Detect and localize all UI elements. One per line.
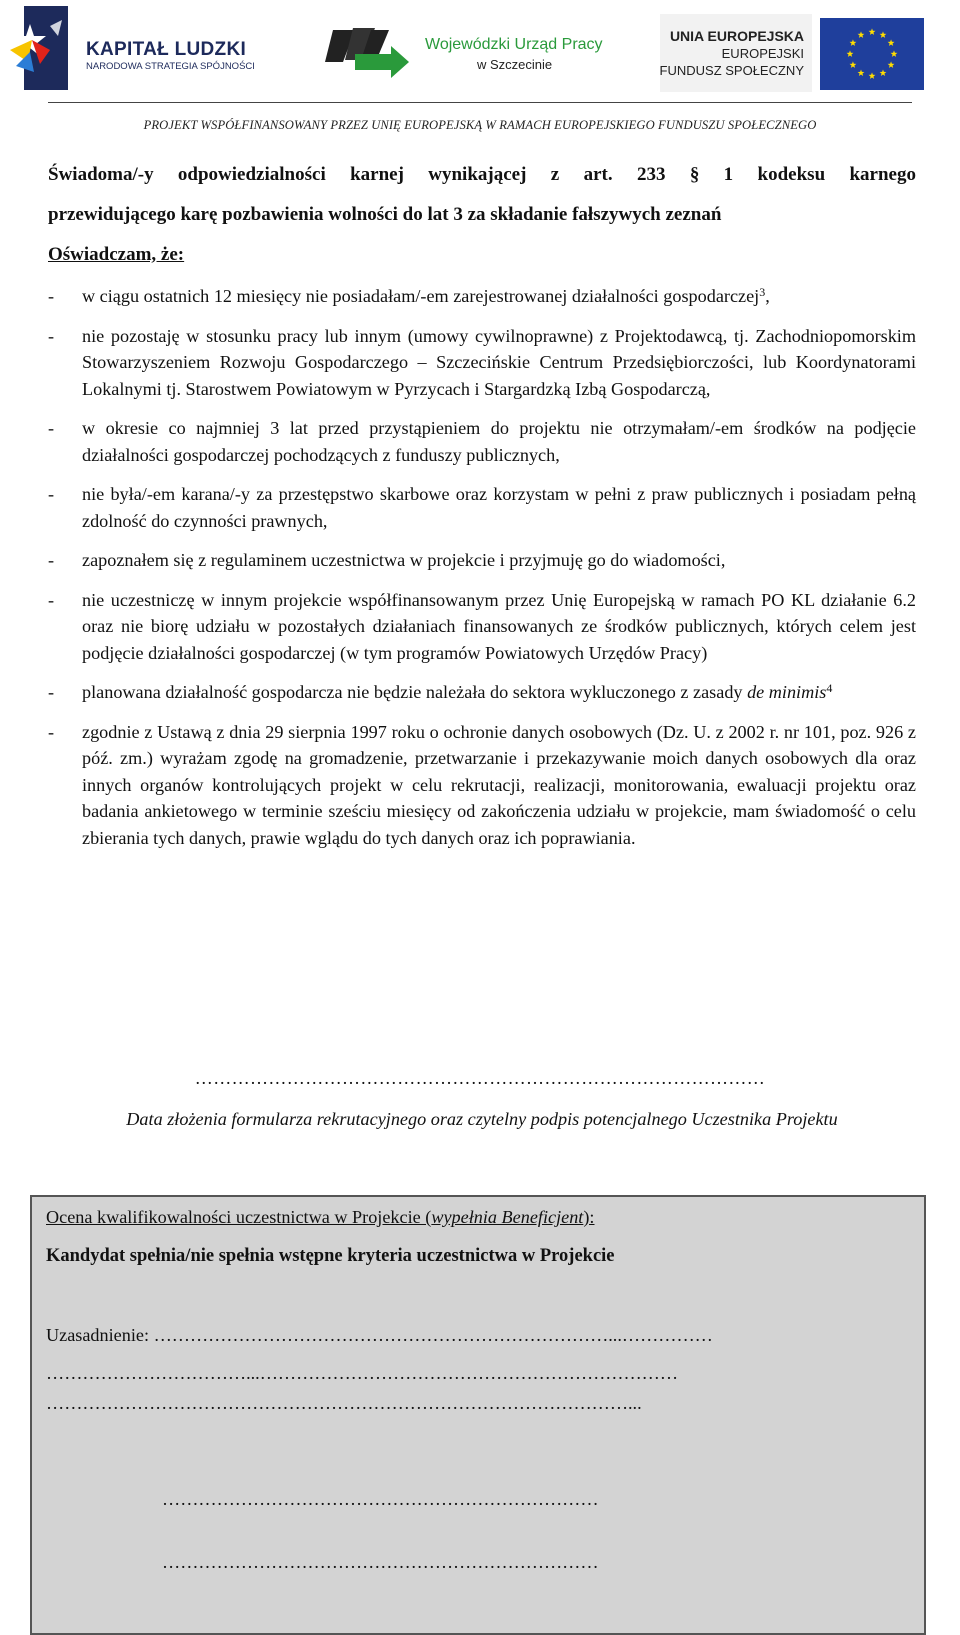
intro-line-1: Świadoma/-y odpowiedzialności karnej wynikającej z art. 233 § 1 kodeksu karnego [48, 164, 916, 185]
list-dash: - [48, 589, 55, 610]
justification-dots: …………………………………………………………………...…………… [153, 1325, 713, 1345]
item-text: w okresie co najmniej 3 lat przed przystąpieniem do projektu nie otrzymałam/-em środków na podjęcie działalności gospodarczej pochodzących z funduszy publicznych, [82, 418, 916, 465]
list-item [48, 283, 916, 310]
item-text: nie pozostaję w stosunku pracy lub innym (umowy cywilnoprawne) z Projektodawcą, tj. Zachodniopomorskim Stowarzyszeniem Rozwoju Gospodarczego – Szczecińskie Centrum Przedsiębiorczości, lub Koordynatorami Lokalnymi tj. Starostwem Powiatowym w Pyrzycach i Stargardzką Izbą Gospodarczą, [82, 325, 916, 399]
item-text: zgodnie z Ustawą z dnia 29 sierpnia 1997 roku o ochronie danych osobowych (Dz. U. z 2002 r. nr 101, poz. 926 z póź. zm.) wyrażam zgodę na gromadzenie, przetwarzanie i przekazywanie moich danych osobowych dla oraz innych organów kontrolujących projekt w celu rekrutacji, realizacji, monitorowania, ewaluacji projektu oraz badania ankietowego w terminie sześciu miesięcy od zakończenia udziału w projekcie, mam świadomość o celu zbierania tych danych, prawie wglądu do tych danych oraz ich poprawiania. [82, 721, 916, 848]
justification-line-1[interactable] [46, 1325, 713, 1346]
item-text: nie była/-em karana/-y za przestępstwo skarbowe oraz korzystam w pełni z praw publicznych i posiadam pełną zdolność do czynności prawnych, [82, 484, 916, 531]
list-item [48, 587, 916, 667]
evaluation-result: Kandydat spełnia/nie spełnia wstępne kryteria uczestnictwa w Projekcie [46, 1246, 615, 1266]
list-item [48, 323, 916, 403]
eu-social-fund-label: FUNDUSZ SPOŁECZNY [659, 63, 804, 78]
signature-dots-line-1[interactable]: ……………………………………………………………… [162, 1489, 599, 1509]
kapital-ludzki-star-icon [10, 6, 72, 90]
list-dash: - [48, 325, 55, 346]
wup-logo [325, 24, 625, 84]
list-item [48, 719, 916, 852]
evaluation-title-suffix: ): [583, 1207, 595, 1227]
list-dash: - [48, 418, 55, 438]
list-item [48, 481, 916, 534]
eu-union-label: UNIA EUROPEJSKA [669, 28, 804, 44]
list-dash: - [48, 682, 55, 702]
declaration-body [48, 155, 916, 864]
evaluation-box [30, 1195, 926, 1635]
document-header [0, 0, 960, 100]
item-italic-term: de minimis [747, 682, 827, 702]
item-tail: , [765, 286, 770, 306]
justification-line-3[interactable]: ……………………………………………………………………………………... [46, 1393, 642, 1413]
item-text: w ciągu ostatnich 12 miesięcy nie posiadałam/-em zarejestrowanej działalności gospodarczej [82, 286, 760, 306]
declaration-list [48, 283, 916, 851]
wup-city: w Szczecinie [477, 57, 553, 72]
evaluation-title-italic: wypełnia Beneficjent [431, 1207, 584, 1227]
evaluation-title [46, 1207, 594, 1228]
list-dash: - [48, 550, 55, 570]
signature-dots-line-2[interactable]: ……………………………………………………………… [162, 1552, 599, 1572]
kapital-ludzki-logo [8, 6, 268, 90]
list-dash: - [48, 286, 55, 306]
project-cofinancing-line: PROJEKT WSPÓŁFINANSOWANY PRZEZ UNIĘ EUROPEJSKĄ W RAMACH EUROPEJSKIEGO FUNDUSZU SPOŁECZNEGO [143, 118, 817, 132]
eu-european-label: EUROPEJSKI [721, 46, 804, 61]
list-dash: - [48, 484, 55, 504]
list-item [48, 415, 916, 468]
list-item [48, 547, 916, 574]
item-text: planowana działalność gospodarcza nie będzie należała do sektora wykluczonego z zasady [82, 682, 748, 702]
evaluation-title-prefix: Ocena kwalifikowalności uczestnictwa w Projekcie ( [46, 1207, 432, 1227]
eu-flag-icon [820, 18, 924, 90]
item-text: nie uczestniczę w innym projekcie współfinansowanym przez Unię Europejską w ramach PO KL działanie 6.2 oraz nie biorę udziału w pozostałych działaniach finansowanych ze środków publicznych, których celem jest podjęcie działalności gospodarczej (w tym programów Powiatowych Urzędów Pracy) [82, 589, 916, 663]
justification-label: Uzasadnienie: [46, 1325, 154, 1345]
justification-line-2[interactable]: ……………………………...…………………………………………………………… [46, 1363, 679, 1383]
eu-logo [660, 14, 928, 92]
wup-arrow-icon [325, 24, 417, 82]
header-divider [48, 102, 912, 103]
signature-caption: Data złożenia formularza rekrutacyjnego oraz czytelny podpis potencjalnego Uczestnika Projektu [126, 1109, 838, 1129]
signature-dotted-line[interactable]: ………………………………………………………………………………… [194, 1068, 766, 1088]
kapital-ludzki-subtitle: NARODOWA STRATEGIA SPÓJNOŚCI [86, 61, 255, 72]
footnote-ref: 3 [759, 285, 766, 299]
kapital-ludzki-title: KAPITAŁ LUDZKI [86, 39, 247, 60]
list-dash: - [48, 721, 55, 742]
list-item [48, 679, 916, 706]
wup-title: Wojewódzki Urząd Pracy [425, 36, 603, 53]
footnote-ref: 4 [826, 681, 833, 695]
eu-text-block [660, 14, 812, 92]
item-text: zapoznałem się z regulaminem uczestnictwa w projekcie i przyjmuję go do wiadomości, [82, 550, 726, 570]
declaration-heading: Oświadczam, że: [48, 244, 185, 265]
intro-line-2: przewidującego karę pozbawienia wolności do lat 3 za składanie fałszywych zeznań [48, 204, 722, 225]
